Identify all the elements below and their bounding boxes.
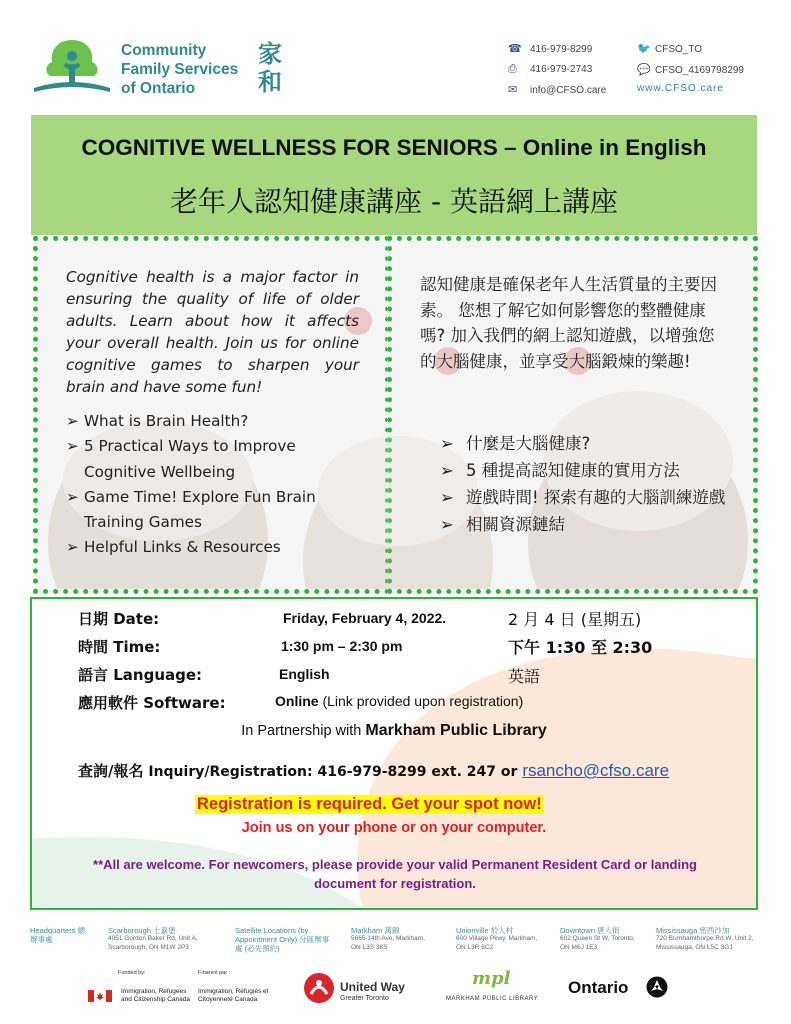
mpl-logo-icon: mpl [472,968,511,989]
location-address: 5665 14th Ave, Markham, ON L3S 3K5 [351,935,425,951]
list-item [66,434,366,485]
location-title: Mississauga 密西沙加 [656,926,730,935]
location-title: Unionville 於人村 [456,926,514,935]
org-name-line-1: Community [121,42,207,59]
wechat-id: CFSO_4169798299 [655,65,744,76]
arrow-bullet-icon: ➢ [66,487,79,506]
time-chinese: 下午 1:30 至 2:30 [508,638,653,657]
arrow-bullet-icon: ➢ [440,434,454,453]
language-chinese: 英語 [508,667,541,686]
list-item [440,511,740,538]
list-item-text: 相關資源鏈結 [466,515,565,534]
list-item [66,409,366,434]
wechat-contact [637,63,744,76]
envelope-icon: ✉ [508,84,518,96]
list-item [66,535,366,560]
united-way-logo-icon [302,972,336,1004]
footer-location [108,926,223,952]
org-name-line-2: Family Services [121,61,239,78]
phone-icon: ☎ [508,43,522,55]
list-item [440,484,740,511]
list-item-text: Helpful Links & Resources [84,538,281,557]
list-item-text: 遊戲時間! 探索有趣的大腦訓練遊戲 [466,488,726,507]
org-name-line-3: of Ontario [121,80,196,97]
list-item-text: 5 Practical Ways to Improve Cognitive Wellbeing [84,437,296,481]
location-title: Satellite Locations (by Appointment Only) 分區辦事處 (必先預約) [235,926,330,953]
software-platform: Online [275,693,319,709]
list-item-text: 什麼是大腦健康? [466,434,591,453]
footer-location [30,926,90,944]
mpl-name: MARKHAM PUBLIC LIBRARY [446,996,539,1002]
location-address: 4051 Gordon Baker Rd, Unit A, Scarborough, ON M1W 2P3 [108,935,198,951]
location-title: Headquarters 總辦事處 [30,926,86,944]
twitter-contact[interactable] [637,42,702,55]
ontario-wordmark: Ontario [568,978,629,997]
footer-location [560,926,645,952]
intro-chinese: 認知健康是確保老年人生活質量的主要因素。 您想了解它如何影響您的整體健康嗎? 加入我們的網上認知遊戲，以增強您的大腦健康，並享受大腦鍛煉的樂趣! [420,275,717,371]
arrow-bullet-icon: ➢ [440,461,454,480]
software-note: (Link provided upon registration) [322,693,524,709]
finance-par-label: Financé par : [198,970,231,976]
arrow-bullet-icon: ➢ [66,437,79,456]
software-value [275,693,523,709]
location-address: 602 Queen St W, Toronto, ON M6J 1E3 [560,935,635,951]
arrow-bullet-icon: ➢ [440,488,454,507]
org-name-cn-line-2: 和 [258,68,282,96]
language-label: 語言 Language: [78,666,203,684]
time-value: 1:30 pm – 2:30 pm [281,638,403,654]
partner-name: Markham Public Library [365,722,547,739]
fax-number: 416-979-2743 [530,64,593,75]
fax-icon: ⎙ [508,63,517,75]
intro-english: Cognitive health is a major factor in ensuring the quality of life of older adults. Learn about how it affects your overall health. Join us for online cognitive games to sharpen your brain and have some fun! [66,268,359,396]
software-label: 應用軟件 Software: [78,694,226,712]
location-title: Markham 萬錦 [351,926,400,935]
welcome-note: **All are welcome. For newcomers, please provide your valid Permanent Resident Card or landing document for registration. [93,857,697,891]
website-link[interactable]: www.CFSO.care [637,83,724,94]
date-chinese: 2 月 4 日 (星期五) [508,610,642,629]
location-address: 720 Burnhamthorpe Rd W, Unit 2, Mississauga, ON L5C 3G1 [656,935,754,951]
footer-location [456,926,546,952]
registration-required-notice: Registration is required. Get your spot now! [197,795,542,813]
footer-location [351,926,436,952]
cfso-logo-icon [32,36,112,96]
registration-email-link[interactable]: rsancho@cfso.care [522,761,670,780]
org-name-chinese [258,40,282,96]
arrow-bullet-icon: ➢ [66,412,79,430]
twitter-icon: 🐦 [637,43,651,55]
join-instructions: Join us on your phone or on your computer. [241,820,547,836]
wechat-icon: 💬 [637,64,651,76]
inquiry-text: Inquiry/Registration: 416-979-8299 ext. 247 or [148,764,518,780]
arrow-bullet-icon: ➢ [440,515,454,534]
title-chinese: 老年人認知健康講座 - 英語網上講座 [170,185,618,218]
ircc-english: Immigration, Refugees and Citizenship Canada [121,988,191,1003]
ircc-french: Immigration, Réfugiés et Citoyenneté Canada [198,988,269,1003]
email-contact[interactable] [508,83,606,96]
list-item [66,485,366,536]
fax-contact [508,63,592,76]
topic-list-chinese [440,430,740,538]
united-way-name: United Way [340,980,405,994]
list-item-text: What is Brain Health? [84,412,249,430]
email-address[interactable]: info@CFSO.care [530,85,607,96]
location-address: 600 Village Pkwy, Markham, ON L3R 6C2 [456,935,538,951]
inquiry-label: 查詢/報名 [78,762,144,780]
funded-by-label: Funded by: [118,970,146,976]
org-name [121,41,238,98]
org-name-cn-line-1: 家 [258,40,282,68]
trillium-icon [646,976,668,998]
list-item-text: 5 種提高認知健康的實用方法 [466,461,680,480]
footer-location [656,926,771,952]
location-title: Downtown 唐人街 [560,926,620,935]
list-item-text: Game Time! Explore Fun Brain Training Games [84,487,316,532]
united-way-region: Greater Toronto [340,995,389,1002]
language-value: English [279,666,330,682]
title-english: COGNITIVE WELLNESS FOR SENIORS – Online in English [81,135,707,160]
footer-location [235,926,330,953]
phone-number: 416-979-8299 [530,44,593,55]
location-title: Scarborough 士嘉堡 [108,926,176,935]
canada-flag-icon [88,990,112,1002]
arrow-bullet-icon: ➢ [66,538,79,557]
inquiry-line [78,760,669,781]
phone-contact [508,42,592,55]
date-label: 日期 Date: [78,610,160,628]
partnership-prefix: In Partnership with [241,723,362,739]
list-item [440,457,740,484]
topic-list-english [66,409,366,561]
time-label: 時間 Time: [78,638,161,656]
list-item [440,430,740,457]
date-value: Friday, February 4, 2022. [283,610,447,626]
twitter-handle[interactable]: CFSO_TO [655,44,703,55]
partnership-line [30,722,758,740]
